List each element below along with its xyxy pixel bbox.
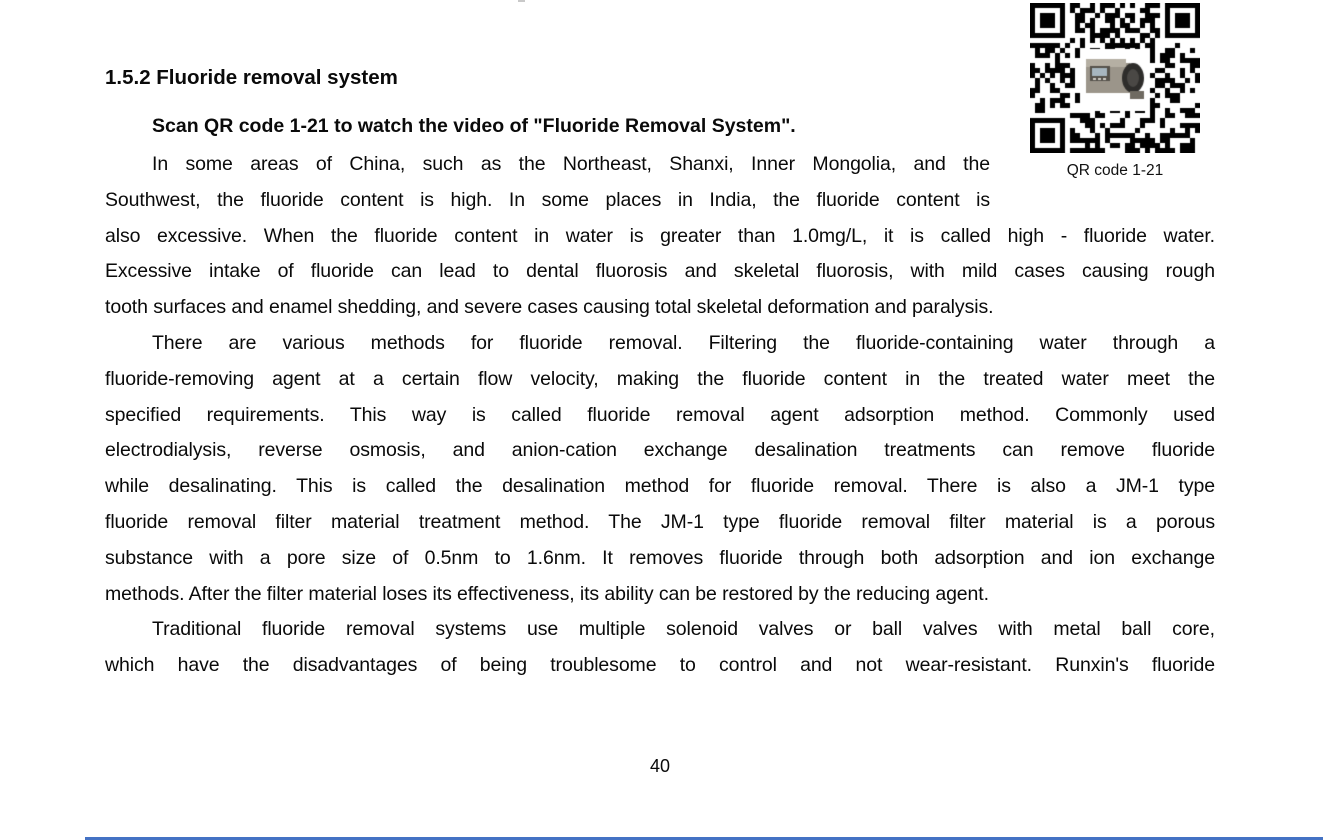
paragraph: [105, 612, 1215, 684]
text-line: Excessive intake of fluoride can lead to dental fluorosis and skeletal fluorosis, with mild cases causing rough: [105, 260, 1215, 283]
text-line: There are various methods for fluoride removal. Filtering the fluoride-containing water through a: [152, 331, 1215, 354]
paragraph: [105, 326, 1215, 612]
page-content: [105, 0, 1215, 684]
paragraph: [105, 147, 1215, 326]
qr-code-caption: QR code 1-21: [1066, 162, 1164, 179]
text-line: substance with a pore size of 0.5nm to 1.6nm. It removes fluoride through both adsorption and ion exchange: [105, 546, 1215, 569]
text-line: fluoride-removing agent at a certain flow velocity, making the fluoride content in the treated water meet the: [105, 367, 1215, 390]
text-line: electrodialysis, reverse osmosis, and anion-cation exchange desalination treatments can remove fluoride: [105, 439, 1215, 462]
text-line: also excessive. When the fluoride content in water is greater than 1.0mg/L, it is called high - fluoride water.: [105, 224, 1215, 247]
paragraphs: [105, 147, 1215, 684]
section-heading: 1.5.2 Fluoride removal system: [105, 66, 398, 89]
text-line: Southwest, the fluoride content is high. In some places in India, the fluoride content is: [105, 188, 990, 211]
text-line: while desalinating. This is called the desalination method for fluoride removal. There is also a JM-1 type: [105, 475, 1215, 498]
text-line: specified requirements. This way is called fluoride removal agent adsorption method. Commonly used: [105, 403, 1215, 426]
scan-instruction: Scan QR code 1-21 to watch the video of "Fluoride Removal System".: [152, 115, 796, 137]
page-number: 40: [649, 756, 671, 776]
text-line: methods. After the filter material loses its effectiveness, its ability can be restored by the reducing agent.: [105, 582, 989, 605]
text-line: fluoride removal filter material treatment method. The JM-1 type fluoride removal filter material is a porous: [105, 510, 1215, 533]
text-line: Traditional fluoride removal systems use multiple solenoid valves or ball valves with metal ball core,: [152, 618, 1215, 641]
text-line: which have the disadvantages of being troublesome to control and not wear-resistant. Runxin's fluoride: [105, 654, 1215, 677]
text-line: In some areas of China, such as the Northeast, Shanxi, Inner Mongolia, and the: [152, 153, 990, 175]
text-line: tooth surfaces and enamel shedding, and severe cases causing total skeletal deformation and paralysis.: [105, 296, 994, 319]
